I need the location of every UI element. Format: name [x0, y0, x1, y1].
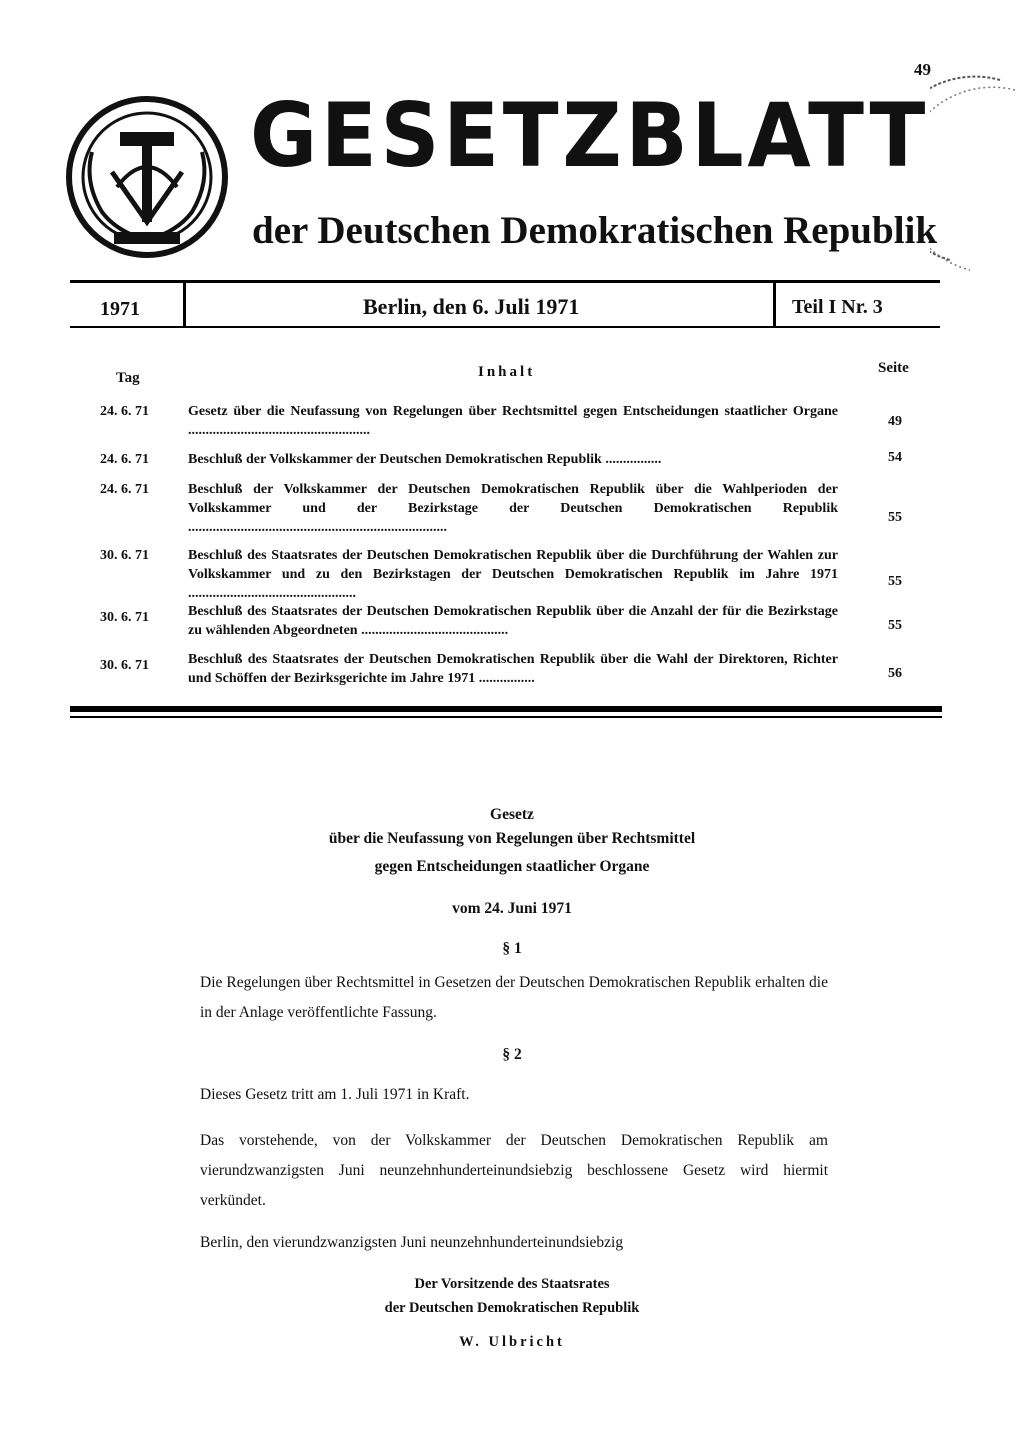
place-date-text: Berlin, den vierundzwanzigsten Juni neunzehnhunderteinundsiebzig: [200, 1234, 624, 1251]
law-heading-1: Gesetz: [490, 806, 534, 823]
promulgation-text: Das vorstehende, von der Volkskammer der Deutschen Demokratischen Republik am vierundzwanzigsten Juni neunzehnhunderteinundsiebzig beschlossene Gesetz wird hiermit verkündet.: [200, 1132, 828, 1209]
section-1-text: Die Regelungen über Rechtsmittel in Gesetzen der Deutschen Demokratischen Republik erhalten die in der Anlage veröffentlichte Fassung.: [200, 974, 828, 1021]
toc-entry-title: Gesetz über die Neufassung von Regelungen über Rechtsmittel gegen Entscheidungen staatlicher Organe ....................................................: [188, 404, 838, 438]
toc-header-date: Tag: [116, 370, 140, 386]
toc-entry-page: 55: [888, 618, 902, 633]
toc-entry-title: Beschluß des Staatsrates der Deutschen Demokratischen Republik über die Anzahl der für die Bezirkstage zu wählenden Abgeordneten ..........................................: [188, 604, 838, 638]
toc-entry-title: Beschluß des Staatsrates der Deutschen Demokratischen Republik über die Wahl der Direktoren, Richter und Schöffen der Bezirksgerichte im Jahre 1971 ................: [188, 652, 838, 686]
law-heading-3: gegen Entscheidungen staatlicher Organe: [374, 858, 650, 875]
section-rule-thick: [70, 706, 942, 712]
section-2-text: Dieses Gesetz tritt am 1. Juli 1971 in Kraft.: [200, 1086, 470, 1103]
issue-year: 1971: [100, 298, 140, 320]
section-2-heading: § 2: [502, 1046, 522, 1063]
toc-entry-date: 30. 6. 71: [100, 548, 149, 563]
toc-entry-date: 24. 6. 71: [100, 452, 149, 467]
section-rule-thin: [70, 716, 942, 718]
library-stamp: [930, 70, 1020, 280]
signatory-title-1: Der Vorsitzende des Staatsrates: [414, 1276, 610, 1292]
masthead-subtitle: der Deutschen Demokratischen Republik: [252, 209, 938, 252]
law-heading-2: über die Neufassung von Regelungen über Rechtsmittel: [328, 830, 696, 847]
toc-entry-date: 24. 6. 71: [100, 482, 149, 497]
law-date: vom 24. Juni 1971: [452, 900, 572, 917]
toc-entry-page: 54: [888, 450, 902, 465]
toc-entry-title: Beschluß der Volkskammer der Deutschen Demokratischen Republik über die Wahlperioden der Volkskammer und der Bezirkstage der Deutschen Demokratischen Republik ..........................................................................: [188, 482, 838, 535]
toc-entry-page: 55: [888, 574, 902, 589]
issue-number: Teil I Nr. 3: [792, 296, 883, 318]
toc-header-title: Inhalt: [478, 364, 536, 380]
toc-entry-page: 49: [888, 414, 902, 429]
toc-entry-page: 56: [888, 666, 902, 681]
toc-entry-date: 30. 6. 71: [100, 658, 149, 673]
signatory-title-2: der Deutschen Demokratischen Republik: [384, 1300, 640, 1316]
toc-header-page: Seite: [878, 360, 909, 376]
issue-bar-divider: [773, 280, 776, 328]
masthead-title: GESETZBLATT: [250, 84, 930, 187]
issue-bar-bottom-rule: [70, 326, 940, 328]
issue-place-date: Berlin, den 6. Juli 1971: [363, 294, 580, 319]
issue-bar-top-rule: [70, 280, 940, 283]
toc-entry-date: 24. 6. 71: [100, 404, 149, 419]
toc-entry-title: Beschluß des Staatsrates der Deutschen Demokratischen Republik über die Durchführung der Wahlen zur Volkskammer und zu den Bezirkstagen der Deutschen Demokratischen Republik im Jahre 1971 ................................................: [188, 548, 838, 601]
toc-entry-page: 55: [888, 510, 902, 525]
toc-entry-date: 30. 6. 71: [100, 610, 149, 625]
issue-bar-divider: [183, 280, 186, 328]
section-1-heading: § 1: [502, 940, 522, 957]
page-number: 49: [914, 60, 931, 79]
toc-entry-title: Beschluß der Volkskammer der Deutschen Demokratischen Republik ................: [188, 452, 662, 467]
state-emblem-icon: [62, 92, 232, 262]
signatory-name: W. Ulbricht: [459, 1334, 565, 1350]
